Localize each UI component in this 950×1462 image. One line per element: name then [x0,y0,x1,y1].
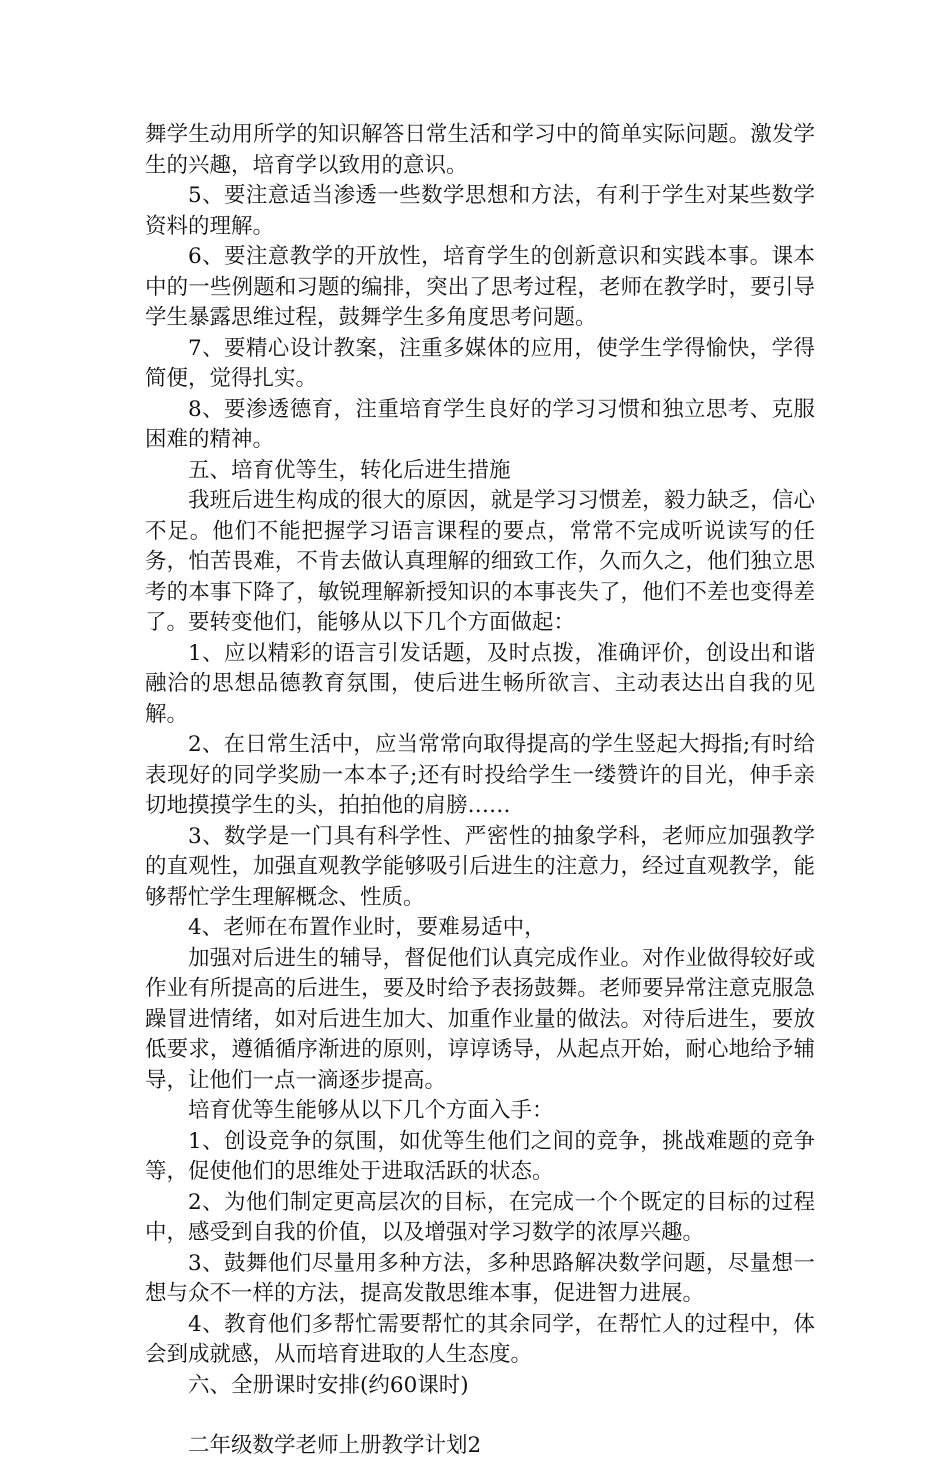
paragraph: 培育优等生能够从以下几个方面入手： [188,1098,554,1123]
section-heading: 六、全册课时安排(约60课时) [188,1372,469,1398]
paragraph: 2、为他们制定更高层次的目标，在完成一个个既定的目标的过程中，感受到自我的价值，以及增强对学习数学的浓厚兴趣。 [145,1189,815,1245]
spacer [145,1401,815,1431]
paragraph: 1、创设竞争的氛围，如优等生他们之间的竞争，挑战难题的竞争等，促使他们的思维处于进取活跃的状态。 [145,1128,815,1184]
paragraph: 3、鼓舞他们尽量用多种方法，多种思路解决数学问题，尽量想一想与众不一样的方法，提高发散思维本事，促进智力进展。 [145,1250,815,1306]
paragraph: 加强对后进生的辅导，督促他们认真完成作业。对作业做得较好或作业有所提高的后进生，要及时给予表扬鼓舞。老师要异常注意克服急躁冒进情绪，如对后进生加大、加重作业量的做法。对待后进生，要放低要求，遵循循序渐进的原则，谆谆诱导，从起点开始，耐心地给予辅导，让他们一点一滴逐步提高。 [145,945,815,1093]
paragraph: 8、要渗透德育，注重培育学生良好的学习习惯和独立思考、克服困难的精神。 [145,396,815,452]
next-section-title: 二年级数学老师上册教学计划2 [188,1433,482,1458]
paragraph: 舞学生动用所学的知识解答日常生活和学习中的简单实际问题。激发学生的兴趣，培育学以致用的意识。 [145,122,815,178]
paragraph: 6、要注意教学的开放性，培育学生的创新意识和实践本事。课本中的一些例题和习题的编排，突出了思考过程，老师在教学时，要引导学生暴露思维过程，鼓舞学生多角度思考问题。 [145,244,815,330]
paragraph: 2、在日常生活中，应当常常向取得提高的学生竖起大拇指;有时给表现好的同学奖励一本本子;还有时投给学生一缕赞许的目光，伸手亲切地摸摸学生的头，拍拍他的肩膀…… [145,732,815,818]
paragraph: 我班后进生构成的很大的原因，就是学习习惯差，毅力缺乏，信心不足。他们不能把握学习语言课程的要点，常常不完成听说读写的任务，怕苦畏难，不肯去做认真理解的细致工作，久而久之，他们独立思考的本事下降了，敏锐理解新授知识的本事丧失了，他们不差也变得差了。要转变他们，能够从以下几个方面做起： [145,488,815,635]
document-page [145,120,815,1462]
paragraph: 3、数学是一门具有科学性、严密性的抽象学科，老师应加强教学的直观性，加强直观教学能够吸引后进生的注意力，经过直观教学，能够帮忙学生理解概念、性质。 [145,823,815,910]
paragraph: 4、教育他们多帮忙需要帮忙的其余同学，在帮忙人的过程中，体会到成就感，从而培育进取的人生态度。 [145,1311,815,1367]
paragraph: 4、老师在布置作业时，要难易适中， [188,915,546,940]
paragraph: 7、要精心设计教案，注重多媒体的应用，使学生学得愉快，学得简便，觉得扎实。 [145,335,815,391]
paragraph: 5、要注意适当渗透一些数学思想和方法，有利于学生对某些数学资料的理解。 [145,183,815,239]
section-heading: 五、培育优等生，转化后进生措施 [188,457,511,483]
paragraph: 1、应以精彩的语言引发话题，及时点拨，准确评价，创设出和谐融洽的思想品德教育氛围，使后进生畅所欲言、主动表达出自我的见解。 [145,640,815,727]
